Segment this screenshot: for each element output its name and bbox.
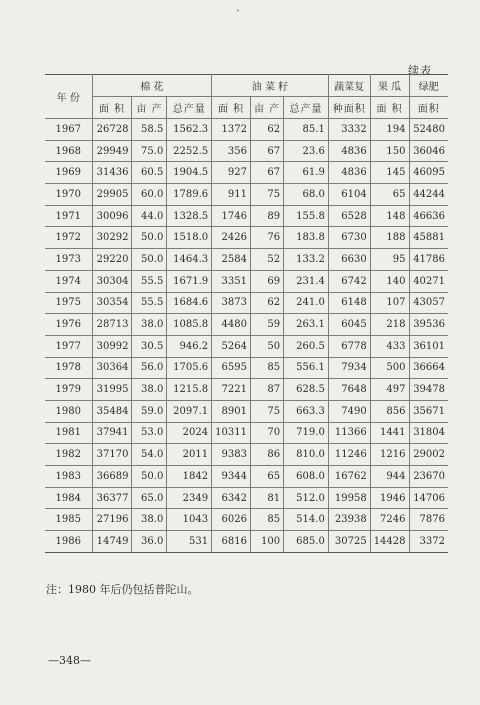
cell-cotton-area: 36689	[92, 466, 132, 488]
cell-melon-area: 1441	[370, 422, 409, 444]
cell-year: 1986	[45, 531, 92, 553]
table-row	[45, 270, 448, 292]
cell-cotton-total: 2024	[167, 422, 212, 444]
cell-melon-area: 433	[370, 335, 409, 357]
cell-cotton-area: 30292	[92, 227, 132, 249]
cell-year: 1969	[45, 162, 92, 184]
cell-cotton-yield: 50.0	[132, 227, 167, 249]
cell-cotton-yield: 53.0	[132, 422, 167, 444]
cell-rapeseed-yield: 75	[250, 184, 283, 206]
cell-veg-area: 11366	[328, 422, 370, 444]
cell-cotton-total: 1789.6	[167, 184, 212, 206]
cell-cotton-yield: 44.0	[132, 205, 167, 227]
cell-melon-area: 95	[370, 249, 409, 271]
cell-cotton-total: 2097.1	[167, 400, 212, 422]
cell-rapeseed-yield: 76	[250, 227, 283, 249]
cell-rapeseed-area: 3351	[212, 270, 251, 292]
cell-melon-area: 856	[370, 400, 409, 422]
table-row	[45, 249, 448, 271]
cell-veg-area: 4836	[328, 140, 370, 162]
cell-rapeseed-yield: 85	[250, 509, 283, 531]
cell-rapeseed-area: 6026	[212, 509, 251, 531]
table-row	[45, 422, 448, 444]
cell-cotton-total: 1904.5	[167, 162, 212, 184]
cell-cotton-total: 1562.3	[167, 119, 212, 141]
cell-veg-area: 7648	[328, 379, 370, 401]
header-cotton-total: 总产量	[167, 97, 212, 119]
cell-cotton-area: 27196	[92, 509, 132, 531]
header-veg-bottom: 种面积	[328, 97, 370, 119]
cell-year: 1974	[45, 270, 92, 292]
table-row	[45, 140, 448, 162]
header-melon-top: 果 瓜	[370, 75, 409, 97]
cell-cotton-area: 30096	[92, 205, 132, 227]
cell-veg-area: 6528	[328, 205, 370, 227]
cell-rapeseed-yield: 62	[250, 119, 283, 141]
footnote: 注：1980 年后仍包括普陀山。	[46, 583, 199, 596]
cell-year: 1979	[45, 379, 92, 401]
cell-manure-area: 39478	[409, 379, 448, 401]
cell-rapeseed-total: 810.0	[284, 444, 329, 466]
header-cotton-area: 面 积	[92, 97, 132, 119]
table-row	[45, 205, 448, 227]
cell-cotton-area: 29905	[92, 184, 132, 206]
cell-rapeseed-yield: 85	[250, 357, 283, 379]
cell-rapeseed-area: 1746	[212, 205, 251, 227]
cell-year: 1968	[45, 140, 92, 162]
cell-rapeseed-area: 1372	[212, 119, 251, 141]
cell-manure-area: 52480	[409, 119, 448, 141]
header-rapeseed-area: 面 积	[212, 97, 251, 119]
table-row	[45, 487, 448, 509]
cell-cotton-area: 30364	[92, 357, 132, 379]
cell-veg-area: 3332	[328, 119, 370, 141]
cell-cotton-total: 2011	[167, 444, 212, 466]
cell-year: 1981	[45, 422, 92, 444]
cell-manure-area: 36046	[409, 140, 448, 162]
cell-rapeseed-total: 155.8	[284, 205, 329, 227]
cell-rapeseed-yield: 69	[250, 270, 283, 292]
cell-year: 1982	[45, 444, 92, 466]
cell-cotton-total: 1518.0	[167, 227, 212, 249]
page-number: —348—	[48, 654, 91, 667]
cell-year: 1985	[45, 509, 92, 531]
cell-rapeseed-total: 512.0	[284, 487, 329, 509]
cell-cotton-yield: 60.5	[132, 162, 167, 184]
cell-cotton-yield: 38.0	[132, 314, 167, 336]
cell-cotton-yield: 56.0	[132, 357, 167, 379]
cell-cotton-yield: 55.5	[132, 270, 167, 292]
cell-rapeseed-area: 7221	[212, 379, 251, 401]
cell-rapeseed-total: 263.1	[284, 314, 329, 336]
cell-year: 1970	[45, 184, 92, 206]
table-row	[45, 119, 448, 141]
cell-rapeseed-area: 911	[212, 184, 251, 206]
cell-manure-area: 46095	[409, 162, 448, 184]
cell-melon-area: 1946	[370, 487, 409, 509]
cell-rapeseed-yield: 81	[250, 487, 283, 509]
cell-manure-area: 3372	[409, 531, 448, 553]
table-row	[45, 227, 448, 249]
cell-rapeseed-yield: 89	[250, 205, 283, 227]
cell-rapeseed-area: 2584	[212, 249, 251, 271]
cell-year: 1980	[45, 400, 92, 422]
cell-cotton-total: 1684.6	[167, 292, 212, 314]
cell-cotton-area: 26728	[92, 119, 132, 141]
cell-melon-area: 150	[370, 140, 409, 162]
cell-cotton-total: 946.2	[167, 335, 212, 357]
cell-cotton-yield: 59.0	[132, 400, 167, 422]
cell-cotton-total: 1464.3	[167, 249, 212, 271]
cell-cotton-total: 1215.8	[167, 379, 212, 401]
cell-rapeseed-total: 85.1	[284, 119, 329, 141]
cell-manure-area: 31804	[409, 422, 448, 444]
cell-rapeseed-yield: 100	[250, 531, 283, 553]
table-row	[45, 379, 448, 401]
cell-rapeseed-yield: 86	[250, 444, 283, 466]
cell-rapeseed-total: 241.0	[284, 292, 329, 314]
cell-rapeseed-area: 2426	[212, 227, 251, 249]
header-veg-top: 蔬菜复	[328, 75, 370, 97]
table-row	[45, 184, 448, 206]
cell-cotton-yield: 65.0	[132, 487, 167, 509]
cell-veg-area: 19958	[328, 487, 370, 509]
cell-melon-area: 14428	[370, 531, 409, 553]
cell-cotton-yield: 58.5	[132, 119, 167, 141]
cell-rapeseed-total: 183.8	[284, 227, 329, 249]
cell-manure-area: 41786	[409, 249, 448, 271]
cell-rapeseed-area: 6342	[212, 487, 251, 509]
cell-melon-area: 107	[370, 292, 409, 314]
cell-melon-area: 148	[370, 205, 409, 227]
cell-melon-area: 218	[370, 314, 409, 336]
cell-manure-area: 7876	[409, 509, 448, 531]
cell-cotton-area: 29949	[92, 140, 132, 162]
cell-rapeseed-area: 3873	[212, 292, 251, 314]
cell-rapeseed-total: 556.1	[284, 357, 329, 379]
cell-cotton-area: 31436	[92, 162, 132, 184]
top-mark: •	[236, 8, 240, 15]
header-manure-bottom: 面积	[409, 97, 448, 119]
cell-cotton-yield: 60.0	[132, 184, 167, 206]
cell-cotton-total: 1043	[167, 509, 212, 531]
cell-rapeseed-area: 6595	[212, 357, 251, 379]
cell-manure-area: 14706	[409, 487, 448, 509]
cell-veg-area: 16762	[328, 466, 370, 488]
cell-manure-area: 46636	[409, 205, 448, 227]
cell-manure-area: 40271	[409, 270, 448, 292]
cell-melon-area: 65	[370, 184, 409, 206]
table-row	[45, 531, 448, 553]
table-row	[45, 292, 448, 314]
cell-cotton-area: 35484	[92, 400, 132, 422]
cell-veg-area: 6630	[328, 249, 370, 271]
cell-rapeseed-total: 260.5	[284, 335, 329, 357]
cell-year: 1975	[45, 292, 92, 314]
cell-rapeseed-area: 10311	[212, 422, 251, 444]
cell-cotton-area: 37941	[92, 422, 132, 444]
cell-cotton-area: 30354	[92, 292, 132, 314]
header-cotton-yield: 亩 产	[132, 97, 167, 119]
cell-rapeseed-area: 4480	[212, 314, 251, 336]
cell-year: 1973	[45, 249, 92, 271]
table-row	[45, 509, 448, 531]
header-row-sub	[45, 97, 448, 119]
cell-cotton-area: 14749	[92, 531, 132, 553]
cell-year: 1976	[45, 314, 92, 336]
cell-rapeseed-area: 9344	[212, 466, 251, 488]
cell-rapeseed-yield: 67	[250, 162, 283, 184]
cell-veg-area: 23938	[328, 509, 370, 531]
header-row-top	[45, 75, 448, 97]
cell-manure-area: 39536	[409, 314, 448, 336]
cell-rapeseed-yield: 52	[250, 249, 283, 271]
cell-cotton-area: 28713	[92, 314, 132, 336]
cell-cotton-total: 2349	[167, 487, 212, 509]
cell-veg-area: 7490	[328, 400, 370, 422]
cell-melon-area: 500	[370, 357, 409, 379]
cell-rapeseed-yield: 87	[250, 379, 283, 401]
cell-year: 1977	[45, 335, 92, 357]
cell-cotton-yield: 75.0	[132, 140, 167, 162]
cell-rapeseed-total: 23.6	[284, 140, 329, 162]
cell-rapeseed-yield: 67	[250, 140, 283, 162]
cell-veg-area: 6730	[328, 227, 370, 249]
cell-cotton-area: 29220	[92, 249, 132, 271]
cell-cotton-yield: 54.0	[132, 444, 167, 466]
cell-veg-area: 6045	[328, 314, 370, 336]
cell-rapeseed-total: 608.0	[284, 466, 329, 488]
cell-melon-area: 7246	[370, 509, 409, 531]
table-row	[45, 162, 448, 184]
cell-manure-area: 29002	[409, 444, 448, 466]
cell-veg-area: 7934	[328, 357, 370, 379]
cell-melon-area: 194	[370, 119, 409, 141]
cell-cotton-total: 1705.6	[167, 357, 212, 379]
cell-manure-area: 44244	[409, 184, 448, 206]
continued-label: 续表	[408, 64, 432, 77]
header-cotton: 棉 花	[92, 75, 212, 97]
cell-rapeseed-area: 9383	[212, 444, 251, 466]
cell-year: 1983	[45, 466, 92, 488]
cell-manure-area: 36664	[409, 357, 448, 379]
cell-cotton-area: 37170	[92, 444, 132, 466]
cell-cotton-total: 1671.9	[167, 270, 212, 292]
cell-rapeseed-area: 8901	[212, 400, 251, 422]
table-row	[45, 357, 448, 379]
cell-melon-area: 1216	[370, 444, 409, 466]
table-row	[45, 466, 448, 488]
cell-cotton-area: 36377	[92, 487, 132, 509]
cell-melon-area: 944	[370, 466, 409, 488]
cell-cotton-total: 531	[167, 531, 212, 553]
header-rapeseed: 油 菜 籽	[212, 75, 329, 97]
cell-rapeseed-total: 719.0	[284, 422, 329, 444]
cell-melon-area: 140	[370, 270, 409, 292]
cell-cotton-yield: 50.0	[132, 466, 167, 488]
table-row	[45, 444, 448, 466]
cell-cotton-yield: 38.0	[132, 379, 167, 401]
cell-manure-area: 23670	[409, 466, 448, 488]
header-melon-bottom: 面 积	[370, 97, 409, 119]
cell-manure-area: 35671	[409, 400, 448, 422]
header-rapeseed-total: 总产量	[284, 97, 329, 119]
cell-melon-area: 145	[370, 162, 409, 184]
table-row	[45, 400, 448, 422]
cell-cotton-yield: 36.0	[132, 531, 167, 553]
cell-rapeseed-total: 231.4	[284, 270, 329, 292]
cell-manure-area: 36101	[409, 335, 448, 357]
cell-rapeseed-yield: 70	[250, 422, 283, 444]
cell-rapeseed-yield: 50	[250, 335, 283, 357]
cell-veg-area: 6778	[328, 335, 370, 357]
cell-cotton-total: 2252.5	[167, 140, 212, 162]
cell-cotton-area: 30304	[92, 270, 132, 292]
cell-cotton-area: 30992	[92, 335, 132, 357]
cell-cotton-yield: 50.0	[132, 249, 167, 271]
cell-year: 1971	[45, 205, 92, 227]
cell-rapeseed-area: 5264	[212, 335, 251, 357]
header-rapeseed-yield: 亩 产	[250, 97, 283, 119]
statistics-table	[45, 74, 448, 553]
cell-melon-area: 497	[370, 379, 409, 401]
cell-veg-area: 6148	[328, 292, 370, 314]
cell-rapeseed-yield: 62	[250, 292, 283, 314]
cell-cotton-total: 1328.5	[167, 205, 212, 227]
cell-rapeseed-total: 61.9	[284, 162, 329, 184]
cell-veg-area: 6742	[328, 270, 370, 292]
cell-manure-area: 45881	[409, 227, 448, 249]
table-body	[45, 119, 448, 553]
cell-cotton-yield: 38.0	[132, 509, 167, 531]
cell-rapeseed-total: 514.0	[284, 509, 329, 531]
cell-rapeseed-yield: 75	[250, 400, 283, 422]
cell-year: 1967	[45, 119, 92, 141]
cell-rapeseed-area: 6816	[212, 531, 251, 553]
cell-cotton-area: 31995	[92, 379, 132, 401]
cell-rapeseed-area: 927	[212, 162, 251, 184]
table-row	[45, 314, 448, 336]
cell-veg-area: 30725	[328, 531, 370, 553]
cell-cotton-total: 1842	[167, 466, 212, 488]
cell-rapeseed-total: 685.0	[284, 531, 329, 553]
cell-melon-area: 188	[370, 227, 409, 249]
cell-veg-area: 6104	[328, 184, 370, 206]
cell-rapeseed-total: 663.3	[284, 400, 329, 422]
table-row	[45, 335, 448, 357]
cell-rapeseed-total: 68.0	[284, 184, 329, 206]
cell-rapeseed-area: 356	[212, 140, 251, 162]
cell-rapeseed-yield: 65	[250, 466, 283, 488]
cell-cotton-yield: 30.5	[132, 335, 167, 357]
header-year: 年 份	[45, 75, 92, 119]
cell-year: 1984	[45, 487, 92, 509]
cell-year: 1978	[45, 357, 92, 379]
cell-cotton-yield: 55.5	[132, 292, 167, 314]
cell-veg-area: 4836	[328, 162, 370, 184]
cell-rapeseed-total: 133.2	[284, 249, 329, 271]
cell-cotton-total: 1085.8	[167, 314, 212, 336]
header-manure-top: 绿肥	[409, 75, 448, 97]
cell-veg-area: 11246	[328, 444, 370, 466]
cell-manure-area: 43057	[409, 292, 448, 314]
cell-rapeseed-yield: 59	[250, 314, 283, 336]
cell-rapeseed-total: 628.5	[284, 379, 329, 401]
cell-year: 1972	[45, 227, 92, 249]
